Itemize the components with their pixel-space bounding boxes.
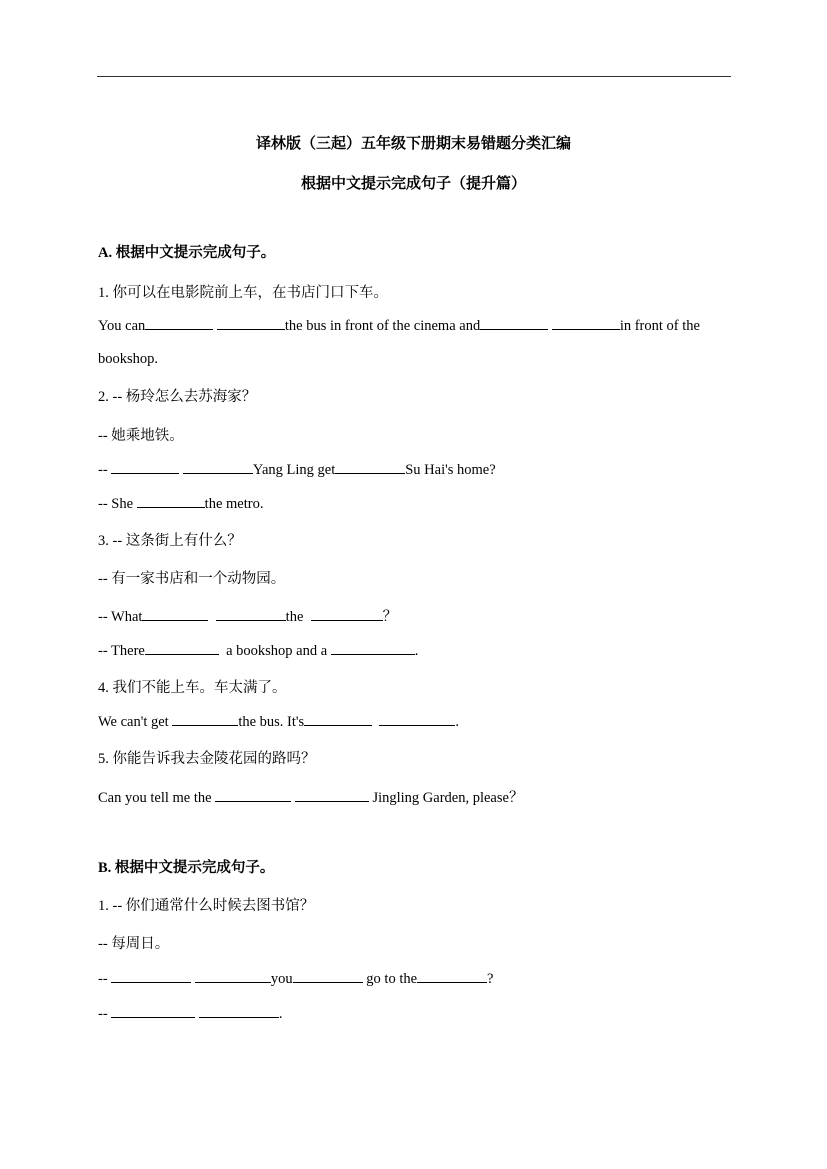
a-q4-text-3: . [455, 714, 460, 730]
a-q4-text-2: the bus. It's [238, 714, 305, 730]
answer-blank[interactable] [183, 461, 253, 474]
section-b-heading: B. 根据中文提示完成句子。 [98, 860, 275, 876]
answer-blank[interactable] [311, 608, 383, 621]
answer-blank[interactable] [137, 495, 205, 508]
a-q1-text-1: You can [98, 318, 146, 334]
a-q4-text-1: We can't get [98, 714, 173, 730]
answer-blank[interactable] [552, 317, 620, 330]
a-q2-prompt: 2. -- 杨玲怎么去苏海家？ [98, 389, 257, 405]
b-q1-text-1: -- [98, 971, 112, 987]
a-q5-prompt: 5. 你能告诉我去金陵花园的路吗？ [98, 751, 316, 767]
a-q2-sentence-2 [98, 495, 263, 513]
b-q1-sentence-1 [98, 970, 493, 988]
a-q3-text-5: a bookshop and a [226, 643, 331, 659]
a-q3-answer-cn: -- 有一家书店和一个动物园。 [98, 571, 286, 587]
b-q1-prompt: 1. -- 你们通常什么时候去图书馆？ [98, 898, 315, 914]
a-q2-sentence-1 [98, 461, 496, 479]
b-q1-sentence-2 [98, 1005, 283, 1023]
answer-blank[interactable] [145, 642, 219, 655]
answer-blank[interactable] [331, 642, 415, 655]
header-rule [97, 76, 731, 77]
a-q1-text-2: the bus in front of the cinema and [284, 318, 481, 334]
answer-blank[interactable] [145, 317, 213, 330]
a-q2-text-2: Yang Ling get [252, 462, 336, 478]
a-q2-text-1: -- [98, 462, 112, 478]
answer-blank[interactable] [215, 789, 291, 802]
answer-blank[interactable] [172, 713, 238, 726]
a-q5-sentence [98, 786, 523, 807]
a-q3-text-6: . [414, 643, 419, 659]
answer-blank[interactable] [111, 970, 191, 983]
answer-blank[interactable] [293, 970, 363, 983]
a-q3-text-4: -- There [98, 643, 145, 659]
b-q1-text-5: -- [98, 1006, 112, 1022]
a-q2-answer-cn: -- 她乘地铁。 [98, 428, 184, 444]
b-q1-text-2: you [270, 971, 293, 987]
a-q4-sentence [98, 713, 459, 731]
a-q1-text-3: in front of the bookshop. [98, 318, 700, 367]
answer-blank[interactable] [304, 713, 372, 726]
answer-blank[interactable] [379, 713, 455, 726]
a-q3-text-3: ？ [382, 609, 398, 625]
a-q2-text-5: the metro. [204, 496, 264, 512]
a-q3-sentence-1 [98, 605, 397, 626]
a-q5-text-2: Jingling Garden, please？ [368, 790, 524, 806]
a-q3-text-1: -- What [98, 609, 143, 625]
answer-blank[interactable] [217, 317, 285, 330]
b-q1-text-3: go to the [362, 971, 418, 987]
answer-blank[interactable] [295, 789, 369, 802]
a-q2-text-3: Su Hai's home? [405, 462, 496, 478]
answer-blank[interactable] [199, 1005, 279, 1018]
a-q1-prompt: 1. 你可以在电影院前上车，在书店门口下车。 [98, 285, 388, 301]
answer-blank[interactable] [216, 608, 286, 621]
answer-blank[interactable] [142, 608, 208, 621]
a-q1-sentence [98, 310, 734, 376]
a-q3-text-2: the [285, 609, 308, 625]
document-subtitle: 根据中文提示完成句子（提升篇） [300, 176, 526, 192]
b-q1-text-6: . [278, 1006, 283, 1022]
b-q1-text-4: ? [487, 971, 494, 987]
answer-blank[interactable] [195, 970, 271, 983]
section-a-heading: A. 根据中文提示完成句子。 [98, 245, 276, 261]
a-q5-text-1: Can you tell me the [98, 790, 216, 806]
answer-blank[interactable] [111, 461, 179, 474]
document-title: 译林版（三起）五年级下册期末易错题分类汇编 [255, 136, 571, 152]
a-q3-sentence-2 [98, 642, 418, 660]
b-q1-answer-cn: -- 每周日。 [98, 936, 170, 952]
answer-blank[interactable] [480, 317, 548, 330]
a-q3-prompt: 3. -- 这条街上有什么？ [98, 533, 242, 549]
answer-blank[interactable] [335, 461, 405, 474]
answer-blank[interactable] [417, 970, 487, 983]
a-q2-text-4: -- She [98, 496, 137, 512]
answer-blank[interactable] [111, 1005, 195, 1018]
a-q4-prompt: 4. 我们不能上车。车太满了。 [98, 680, 287, 696]
